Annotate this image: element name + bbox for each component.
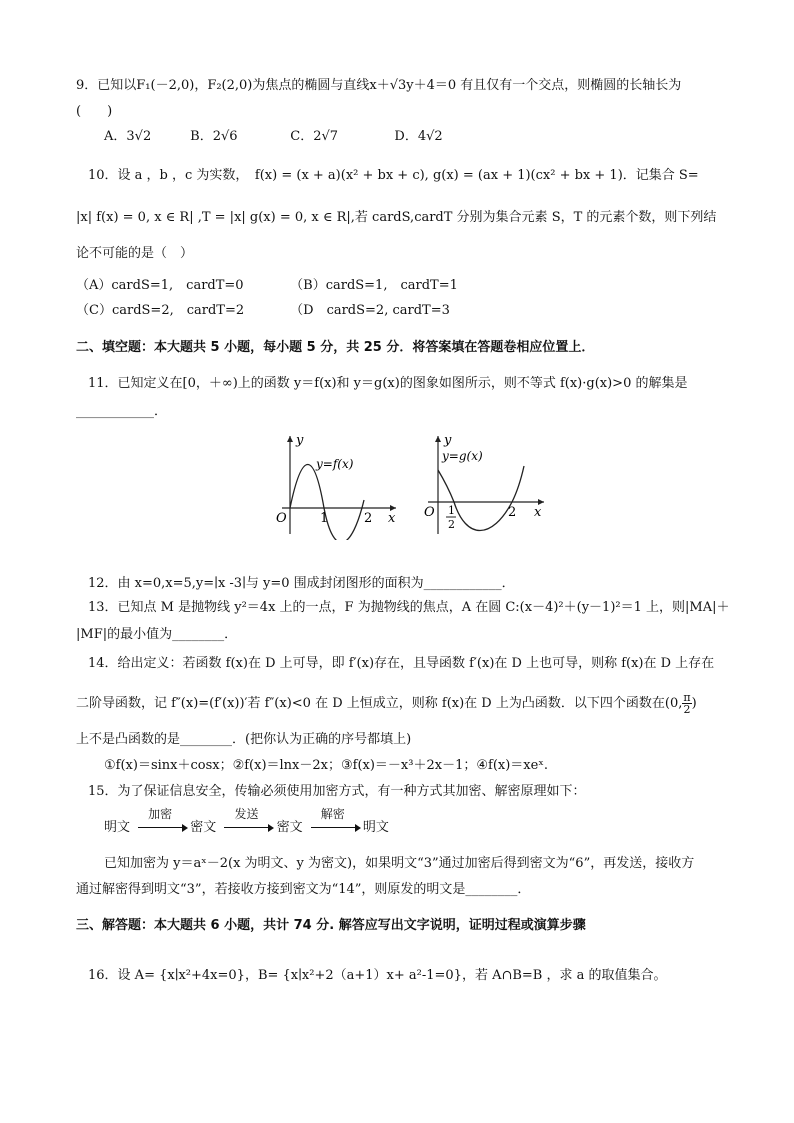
graph-g-tick-2: 2 <box>508 505 517 520</box>
q15-flow <box>104 807 754 838</box>
q15-plain-2: 明文 <box>362 820 389 835</box>
graph-f-y-axis-label: y <box>296 433 304 448</box>
q10-line1: 10．设 a ，b ，c 为实数， f(x) = (x + a)(x² + bx + c), g(x) = (ax + 1)(cx² + bx + 1)．记集合 S= <box>88 168 699 183</box>
q15-decrypt-label: 解密 <box>320 807 345 821</box>
graph-g-tick-half-num: 1 <box>448 504 455 517</box>
q12-text: 12．由 x=0,x=5,y=∣x -3∣与 y=0 围成封闭图形的面积为____________． <box>88 576 515 591</box>
q15-plain-1: 明文 <box>104 820 131 835</box>
q10-option-d: （D cardS=2, cardT=3 <box>290 303 450 318</box>
graph-f-x-axis-label: x <box>388 511 396 526</box>
section-2-heading: 二、填空题：本大题共 5 小题，每小题 5 分，共 25 分．将答案填在答题卷相应位置上． <box>76 340 595 355</box>
q15-cipher-1: 密文 <box>190 820 217 835</box>
q9-option-c: C．2√7 <box>290 129 339 144</box>
graph-g-origin-label: O <box>424 505 435 520</box>
q16-text: 16．设 A= {x∣x²+4x=0}，B= {x∣x²+2（a+1）x+ a²-1=0}，若 A∩B=B ，求 a 的取值集合。 <box>88 968 667 983</box>
q9-line1: 9．已知以F₁(－2,0)，F₂(2,0)为焦点的椭圆与直线x＋√3y＋4＝0 有且仅有一个交点，则椭圆的长轴长为 <box>76 78 682 93</box>
q14-close-paren: ) <box>691 696 697 711</box>
q15-decrypt-arrow <box>307 807 359 838</box>
q15-send-label: 发送 <box>234 807 259 821</box>
graph-g-curve-label: y=g(x) <box>442 449 483 463</box>
graph-g-tick-half-den: 2 <box>448 518 455 531</box>
q14-pi: π <box>683 691 691 704</box>
q14-pi-over-2 <box>682 692 691 715</box>
q14-line3: 上不是凸函数的是________．(把你认为正确的序号都填上) <box>76 732 412 747</box>
section-3-heading: 三、解答题：本大题共 6 小题，共计 74 分. 解答应写出文字说明，证明过程或演算步骤 <box>76 918 586 933</box>
q9-option-b: B．2√6 <box>190 129 238 144</box>
q11-graph-g <box>420 430 550 540</box>
q14-line1: 14．给出定义：若函数 f(x)在 D 上可导，即 f′(x)存在，且导函数 f′(x)在 D 上也可导，则称 f(x)在 D 上存在 <box>88 656 715 671</box>
q15-encrypt-arrow <box>134 807 186 838</box>
graph-f-curve-label: y=f(x) <box>316 457 354 471</box>
q15-cipher-2: 密文 <box>276 820 303 835</box>
graph-f-tick-2: 2 <box>364 511 373 526</box>
q15-line2: 已知加密为 y＝aˣ－2(x 为明文、y 为密文)，如果明文“3”通过加密后得到密文为“6”，再发送，接收方 <box>104 856 695 871</box>
q10-options-row2 <box>76 301 726 321</box>
q9-options <box>104 127 754 147</box>
q9-option-d: D．4√2 <box>394 129 443 144</box>
graph-f-origin-label: O <box>276 511 287 526</box>
q10-line2: |x| f(x) = 0, x ∈ R| ,T = |x| g(x) = 0, x ∈ R|,若 cardS,cardT 分别为集合元素 S，T 的元素个数，则下列结 <box>76 210 717 225</box>
graph-g-y-axis-label: y <box>444 433 452 448</box>
q10-line3: 论不可能的是（ ） <box>76 246 194 261</box>
q15-encrypt-label: 加密 <box>148 807 173 821</box>
q15-send-arrow <box>220 807 272 838</box>
q13-line2: |MF|的最小值为________． <box>76 627 238 642</box>
graph-g-x-axis-label: x <box>534 505 542 520</box>
q14-line4: ①f(x)＝sinx＋cosx；②f(x)＝lnx－2x；③f(x)＝－x³＋2x－1；④f(x)＝xeˣ. <box>104 758 548 773</box>
q15-line3: 通过解密得到明文“3”，若接收方接到密文为“14”，则原发的明文是________． <box>76 882 531 897</box>
q10-option-a: （A）cardS=1, cardT=0 <box>76 278 244 293</box>
q14-line2 <box>76 692 726 715</box>
q10-options-row1 <box>76 276 726 296</box>
q13-line1: 13．已知点 M 是抛物线 y²＝4x 上的一点，F 为抛物线的焦点，A 在圆 C:(x－4)²＋(y－1)²＝1 上，则|MA|＋ <box>88 600 730 615</box>
q9-option-a: A．3√2 <box>104 129 152 144</box>
q11-line2: ____________． <box>76 404 168 419</box>
q10-option-b: （B）cardS=1, cardT=1 <box>290 278 458 293</box>
q14-line2-text: 二阶导函数，记 f″(x)=(f′(x))′若 f″(x)<0 在 D 上恒成立，则称 f(x)在 D 上为凸函数．以下四个函数在(0, <box>76 696 683 711</box>
q14-two: 2 <box>683 703 691 716</box>
q10-option-c: （C）cardS=2, cardT=2 <box>76 303 245 318</box>
q11-line1: 11．已知定义在[0，＋∞)上的函数 y＝f(x)和 y＝g(x)的图象如图所示，则不等式 f(x)·g(x)>0 的解集是 <box>88 376 688 391</box>
q11-graph-f <box>272 430 402 540</box>
graph-f-tick-1: 1 <box>320 511 329 526</box>
q15-line1: 15．为了保证信息安全，传输必须使用加密方式，有一种方式其加密、解密原理如下： <box>88 784 586 799</box>
q9-line2: ( ) <box>76 104 113 119</box>
